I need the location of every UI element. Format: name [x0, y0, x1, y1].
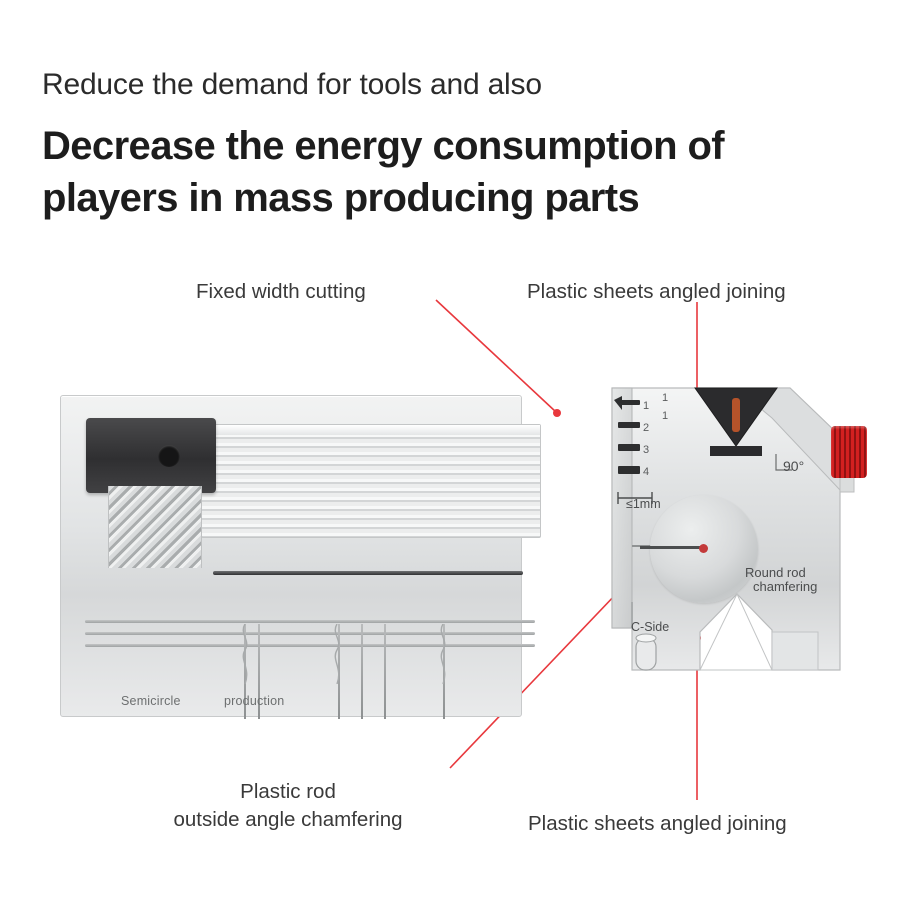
disc-center-point — [699, 544, 708, 553]
callout-plastic-rod-chamfering — [123, 778, 453, 834]
groove-line — [85, 632, 535, 635]
blade-slot — [213, 571, 523, 575]
slot-number: 4 — [643, 466, 650, 478]
c-side-label: C-Side — [631, 620, 670, 634]
disc-slot — [640, 546, 706, 549]
wave-mark — [329, 624, 345, 684]
side-number: 1 — [662, 410, 669, 422]
slot-number: 3 — [643, 444, 650, 456]
side-number: 1 — [662, 392, 669, 404]
semicircle-label: Semicircle — [121, 694, 181, 708]
semicircle-cut-line — [384, 624, 386, 719]
slot-number: 1 — [643, 400, 650, 412]
callout-fixed-width-cutting: Fixed width cutting — [196, 280, 366, 303]
clamp-hole — [158, 445, 180, 467]
callout-plastic-rod-line-2: outside angle chamfering — [173, 808, 403, 831]
slot-number: 2 — [643, 422, 650, 434]
production-label: production — [224, 694, 285, 708]
wave-mark — [435, 624, 451, 684]
round-rod-label-line-1: Round rod — [745, 565, 806, 580]
groove-line — [85, 644, 535, 647]
black-clamp-block — [86, 418, 216, 493]
groove-line — [85, 620, 535, 623]
threaded-screw — [108, 486, 202, 568]
angle-label: 90° — [783, 458, 805, 474]
round-rod-label-line-2: chamfering — [753, 579, 818, 594]
right-angle-tool — [540, 370, 870, 710]
callout-plastic-sheets-angled-joining-top: Plastic sheets angled joining — [527, 280, 786, 303]
product-photo — [40, 370, 870, 710]
page-title — [42, 120, 862, 224]
headline-line-2: players in mass producing parts — [42, 176, 640, 220]
callout-plastic-rod-line-1: Plastic rod — [240, 780, 336, 803]
headline-line-1: Decrease the energy consumption of — [42, 124, 725, 168]
thickness-label: ≤1mm — [626, 497, 661, 511]
red-adjust-knob[interactable] — [831, 426, 867, 478]
semicircle-cut-line — [361, 624, 363, 719]
ribbed-top-plate — [201, 424, 541, 538]
callout-plastic-sheets-angled-joining-bottom: Plastic sheets angled joining — [528, 812, 787, 835]
left-aluminum-body — [60, 395, 522, 717]
wave-mark — [237, 624, 253, 684]
kicker-text: Reduce the demand for tools and also — [42, 68, 542, 101]
